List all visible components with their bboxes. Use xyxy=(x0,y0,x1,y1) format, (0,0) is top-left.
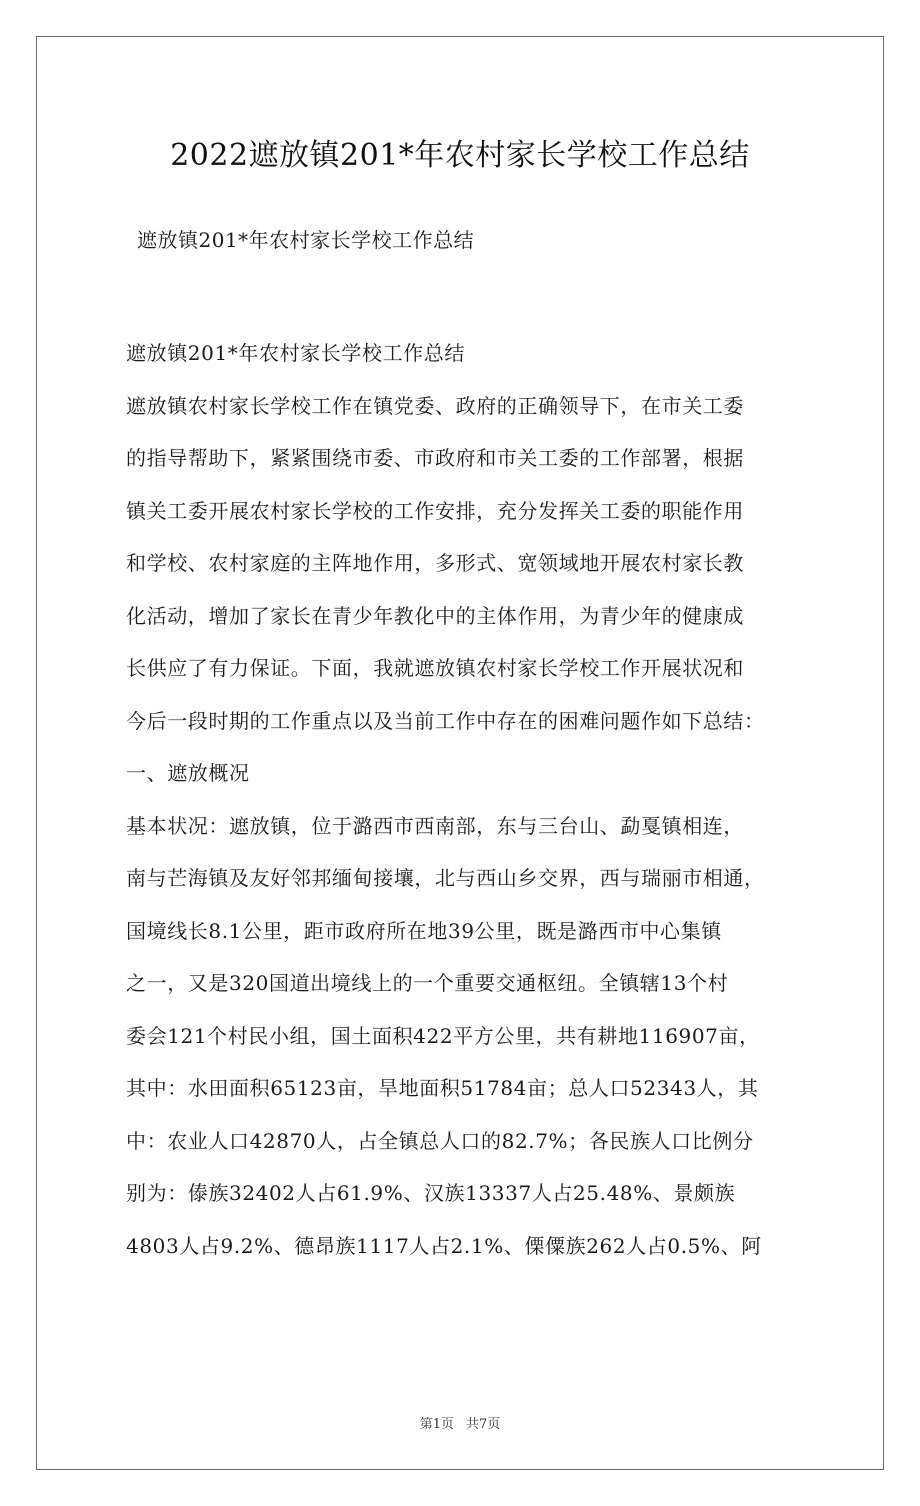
body-line: 中：农业人口42870人，占全镇总人口的82.7%；各民族人口比例分 xyxy=(126,1128,754,1153)
body-line: 国境线长8.1公里，距市政府所在地39公里，既是潞西市中心集镇 xyxy=(126,918,722,943)
document-title: 2022遮放镇201*年农村家长学校工作总结 xyxy=(170,138,750,173)
body-line: 和学校、农村家庭的主阵地作用，多形式、宽领域地开展农村家长教 xyxy=(126,551,744,575)
body-line: 遮放镇201*年农村家长学校工作总结 xyxy=(126,341,465,365)
body-line: 遮放镇农村家长学校工作在镇党委、政府的正确领导下，在市关工委 xyxy=(126,393,744,418)
page-total: 共7页 xyxy=(466,1417,501,1432)
page-number: 第1页 xyxy=(419,1417,454,1432)
body-line: 委会121个村民小组，国土面积422平方公里，共有耕地116907亩， xyxy=(126,1023,760,1048)
document-body xyxy=(126,336,765,1281)
body-line: 4803人占9.2%、德昂族1117人占2.1%、傈僳族262人占0.5%、阿 xyxy=(126,1233,762,1258)
body-line: 的指导帮助下，紧紧围绕市委、市政府和市关工委的工作部署，根据 xyxy=(126,446,744,470)
body-line: 长供应了有力保证。下面，我就遮放镇农村家长学校工作开展状况和 xyxy=(126,656,744,680)
body-line: 别为：傣族32402人占61.9%、汉族13337人占25.48%、景颇族 xyxy=(126,1181,736,1205)
body-line: 之一，又是320国道出境线上的一个重要交通枢纽。全镇辖13个村 xyxy=(126,971,729,995)
body-line: 其中：水田面积65123亩，旱地面积51784亩；总人口52343人，其 xyxy=(126,1076,759,1100)
body-line: 南与芒海镇及友好邻邦缅甸接壤，北与西山乡交界，西与瑞丽市相通， xyxy=(126,866,765,890)
section-heading: 一、遮放概况 xyxy=(126,761,250,785)
page-footer xyxy=(0,1413,920,1432)
body-line: 化活动，增加了家长在青少年教化中的主体作用，为青少年的健康成 xyxy=(126,603,744,628)
document-subtitle: 遮放镇201*年农村家长学校工作总结 xyxy=(137,228,475,252)
body-line: 今后一段时期的工作重点以及当前工作中存在的困难问题作如下总结： xyxy=(126,708,765,733)
body-line: 基本状况：遮放镇，位于潞西市西南部，东与三台山、勐戛镇相连， xyxy=(126,813,744,838)
body-line: 镇关工委开展农村家长学校的工作安排，充分发挥关工委的职能作用 xyxy=(126,498,744,523)
